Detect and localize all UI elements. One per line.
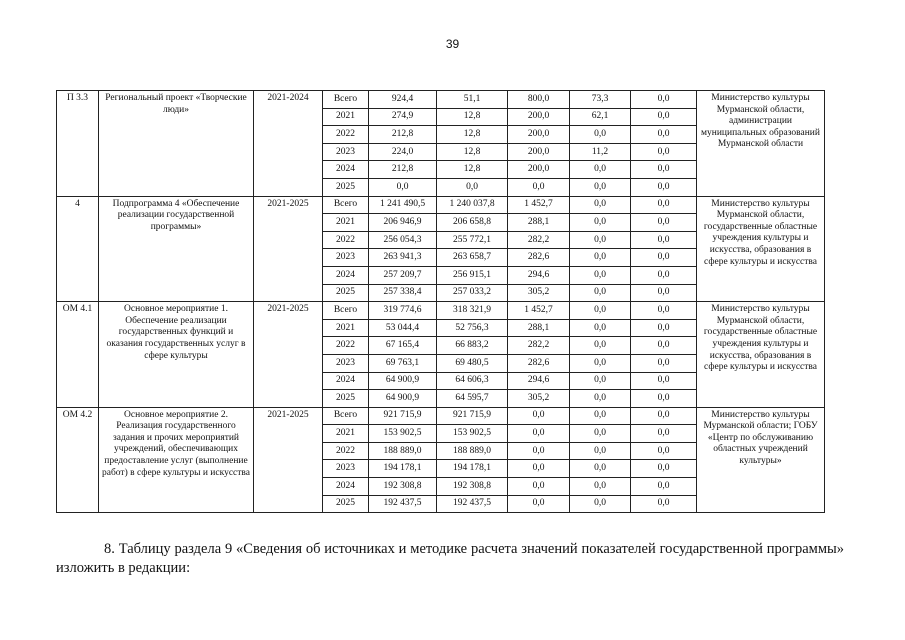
year-cell: 2025 xyxy=(323,284,369,302)
value-cell: 69 763,1 xyxy=(369,354,437,372)
value-cell: 69 480,5 xyxy=(437,354,508,372)
value-cell: 73,3 xyxy=(570,91,631,109)
item-executor: Министерство культуры Мурманской области, государственные областные учреждения культуры и искусства, образования в сфере культуры и искусства xyxy=(697,302,825,408)
value-cell: 0,0 xyxy=(570,337,631,355)
value-cell: 0,0 xyxy=(570,249,631,267)
year-cell: 2024 xyxy=(323,266,369,284)
budget-table xyxy=(56,90,825,513)
value-cell: 305,2 xyxy=(508,284,570,302)
item-period: 2021-2025 xyxy=(254,196,323,302)
value-cell: 153 902,5 xyxy=(437,425,508,443)
value-cell: 0,0 xyxy=(631,460,697,478)
item-code: ОМ 4.1 xyxy=(57,302,99,408)
value-cell: 318 321,9 xyxy=(437,302,508,320)
value-cell: 255 772,1 xyxy=(437,231,508,249)
table-row xyxy=(57,302,825,320)
value-cell: 0,0 xyxy=(570,460,631,478)
year-cell: 2025 xyxy=(323,178,369,196)
value-cell: 0,0 xyxy=(570,214,631,232)
value-cell: 11,2 xyxy=(570,143,631,161)
year-cell: 2021 xyxy=(323,108,369,126)
value-cell: 64 595,7 xyxy=(437,390,508,408)
value-cell: 800,0 xyxy=(508,91,570,109)
value-cell: 0,0 xyxy=(508,495,570,513)
table-body xyxy=(57,91,825,513)
value-cell: 0,0 xyxy=(570,407,631,425)
year-cell: 2023 xyxy=(323,143,369,161)
value-cell: 53 044,4 xyxy=(369,319,437,337)
value-cell: 1 452,7 xyxy=(508,196,570,214)
value-cell: 0,0 xyxy=(570,196,631,214)
value-cell: 0,0 xyxy=(570,161,631,179)
value-cell: 64 900,9 xyxy=(369,390,437,408)
item-code: 4 xyxy=(57,196,99,302)
value-cell: 0,0 xyxy=(631,266,697,284)
year-cell: 2025 xyxy=(323,390,369,408)
value-cell: 257 209,7 xyxy=(369,266,437,284)
item-executor: Министерство культуры Мурманской области, государственные областные учреждения культуры и искусства, образования в сфере культуры и искусства xyxy=(697,196,825,302)
value-cell: 64 900,9 xyxy=(369,372,437,390)
year-cell: 2023 xyxy=(323,354,369,372)
value-cell: 0,0 xyxy=(631,407,697,425)
value-cell: 0,0 xyxy=(508,407,570,425)
value-cell: 192 437,5 xyxy=(369,495,437,513)
value-cell: 212,8 xyxy=(369,161,437,179)
value-cell: 0,0 xyxy=(570,178,631,196)
value-cell: 282,6 xyxy=(508,354,570,372)
value-cell: 257 033,2 xyxy=(437,284,508,302)
year-cell: 2025 xyxy=(323,495,369,513)
value-cell: 305,2 xyxy=(508,390,570,408)
item-code: ОМ 4.2 xyxy=(57,407,99,513)
table-row xyxy=(57,91,825,109)
value-cell: 0,0 xyxy=(631,91,697,109)
year-cell: 2022 xyxy=(323,126,369,144)
item-title: Региональный проект «Творческие люди» xyxy=(99,91,254,197)
value-cell: 200,0 xyxy=(508,126,570,144)
value-cell: 924,4 xyxy=(369,91,437,109)
value-cell: 0,0 xyxy=(631,302,697,320)
value-cell: 256 054,3 xyxy=(369,231,437,249)
value-cell: 0,0 xyxy=(631,161,697,179)
value-cell: 1 241 490,5 xyxy=(369,196,437,214)
value-cell: 0,0 xyxy=(508,460,570,478)
year-cell: 2021 xyxy=(323,425,369,443)
value-cell: 0,0 xyxy=(631,442,697,460)
value-cell: 0,0 xyxy=(631,178,697,196)
value-cell: 188 889,0 xyxy=(437,442,508,460)
value-cell: 0,0 xyxy=(570,425,631,443)
year-cell: 2024 xyxy=(323,161,369,179)
item-executor: Министерство культуры Мурманской области, администрации муниципальных образований Мурманской области xyxy=(697,91,825,197)
value-cell: 66 883,2 xyxy=(437,337,508,355)
value-cell: 282,6 xyxy=(508,249,570,267)
value-cell: 200,0 xyxy=(508,108,570,126)
value-cell: 0,0 xyxy=(508,425,570,443)
value-cell: 224,0 xyxy=(369,143,437,161)
value-cell: 0,0 xyxy=(369,178,437,196)
value-cell: 0,0 xyxy=(570,372,631,390)
table-row xyxy=(57,407,825,425)
value-cell: 0,0 xyxy=(570,284,631,302)
value-cell: 0,0 xyxy=(631,143,697,161)
value-cell: 0,0 xyxy=(631,337,697,355)
amendment-paragraph: 8. Таблицу раздела 9 «Сведения об источниках и методике расчета значений показателей государственной программы» изложить в редакции: xyxy=(56,541,844,576)
year-cell: Всего xyxy=(323,407,369,425)
value-cell: 12,8 xyxy=(437,126,508,144)
value-cell: 52 756,3 xyxy=(437,319,508,337)
year-cell: 2023 xyxy=(323,249,369,267)
value-cell: 1 240 037,8 xyxy=(437,196,508,214)
value-cell: 0,0 xyxy=(570,495,631,513)
value-cell: 0,0 xyxy=(437,178,508,196)
value-cell: 206 946,9 xyxy=(369,214,437,232)
value-cell: 288,1 xyxy=(508,319,570,337)
value-cell: 263 941,3 xyxy=(369,249,437,267)
item-title: Подпрограмма 4 «Обеспечение реализации государственной программы» xyxy=(99,196,254,302)
value-cell: 153 902,5 xyxy=(369,425,437,443)
value-cell: 0,0 xyxy=(570,319,631,337)
value-cell: 62,1 xyxy=(570,108,631,126)
year-cell: Всего xyxy=(323,302,369,320)
value-cell: 0,0 xyxy=(631,319,697,337)
value-cell: 1 452,7 xyxy=(508,302,570,320)
page-number: 39 xyxy=(445,37,460,51)
value-cell: 0,0 xyxy=(570,478,631,496)
value-cell: 921 715,9 xyxy=(369,407,437,425)
value-cell: 274,9 xyxy=(369,108,437,126)
year-cell: 2022 xyxy=(323,231,369,249)
value-cell: 194 178,1 xyxy=(437,460,508,478)
item-period: 2021-2025 xyxy=(254,407,323,513)
value-cell: 0,0 xyxy=(570,442,631,460)
value-cell: 0,0 xyxy=(570,266,631,284)
value-cell: 192 308,8 xyxy=(437,478,508,496)
value-cell: 12,8 xyxy=(437,161,508,179)
year-cell: 2021 xyxy=(323,214,369,232)
value-cell: 206 658,8 xyxy=(437,214,508,232)
value-cell: 0,0 xyxy=(570,354,631,372)
value-cell: 194 178,1 xyxy=(369,460,437,478)
item-code: П 3.3 xyxy=(57,91,99,197)
value-cell: 12,8 xyxy=(437,143,508,161)
value-cell: 212,8 xyxy=(369,126,437,144)
value-cell: 0,0 xyxy=(570,231,631,249)
table-row xyxy=(57,196,825,214)
year-cell: 2021 xyxy=(323,319,369,337)
year-cell: 2022 xyxy=(323,337,369,355)
value-cell: 0,0 xyxy=(508,442,570,460)
value-cell: 0,0 xyxy=(570,126,631,144)
value-cell: 200,0 xyxy=(508,161,570,179)
year-cell: Всего xyxy=(323,196,369,214)
item-title: Основное мероприятие 2. Реализация государственного задания и прочих мероприятий учреждений, обеспечивающих предоставление услуг (выполнение работ) в сфере культуры и искусства xyxy=(99,407,254,513)
year-cell: 2022 xyxy=(323,442,369,460)
item-executor: Министерство культуры Мурманской области; ГОБУ «Центр по обслуживанию областных учреждений культуры» xyxy=(697,407,825,513)
value-cell: 0,0 xyxy=(570,302,631,320)
value-cell: 0,0 xyxy=(631,126,697,144)
value-cell: 256 915,1 xyxy=(437,266,508,284)
value-cell: 0,0 xyxy=(631,231,697,249)
value-cell: 200,0 xyxy=(508,143,570,161)
value-cell: 0,0 xyxy=(631,196,697,214)
value-cell: 192 437,5 xyxy=(437,495,508,513)
value-cell: 0,0 xyxy=(631,249,697,267)
value-cell: 67 165,4 xyxy=(369,337,437,355)
value-cell: 0,0 xyxy=(631,372,697,390)
value-cell: 0,0 xyxy=(631,390,697,408)
value-cell: 257 338,4 xyxy=(369,284,437,302)
value-cell: 192 308,8 xyxy=(369,478,437,496)
value-cell: 0,0 xyxy=(508,178,570,196)
value-cell: 188 889,0 xyxy=(369,442,437,460)
value-cell: 0,0 xyxy=(631,425,697,443)
value-cell: 64 606,3 xyxy=(437,372,508,390)
value-cell: 294,6 xyxy=(508,372,570,390)
value-cell: 282,2 xyxy=(508,337,570,355)
value-cell: 282,2 xyxy=(508,231,570,249)
value-cell: 288,1 xyxy=(508,214,570,232)
year-cell: 2024 xyxy=(323,372,369,390)
value-cell: 0,0 xyxy=(631,478,697,496)
value-cell: 0,0 xyxy=(631,495,697,513)
value-cell: 0,0 xyxy=(570,390,631,408)
value-cell: 319 774,6 xyxy=(369,302,437,320)
year-cell: Всего xyxy=(323,91,369,109)
value-cell: 0,0 xyxy=(508,478,570,496)
item-period: 2021-2024 xyxy=(254,91,323,197)
value-cell: 294,6 xyxy=(508,266,570,284)
value-cell: 0,0 xyxy=(631,108,697,126)
value-cell: 0,0 xyxy=(631,284,697,302)
value-cell: 0,0 xyxy=(631,214,697,232)
value-cell: 0,0 xyxy=(631,354,697,372)
value-cell: 921 715,9 xyxy=(437,407,508,425)
year-cell: 2024 xyxy=(323,478,369,496)
item-title: Основное мероприятие 1. Обеспечение реализации государственных функций и оказания государственных услуг в сфере культуры xyxy=(99,302,254,408)
value-cell: 12,8 xyxy=(437,108,508,126)
value-cell: 51,1 xyxy=(437,91,508,109)
year-cell: 2023 xyxy=(323,460,369,478)
item-period: 2021-2025 xyxy=(254,302,323,408)
value-cell: 263 658,7 xyxy=(437,249,508,267)
